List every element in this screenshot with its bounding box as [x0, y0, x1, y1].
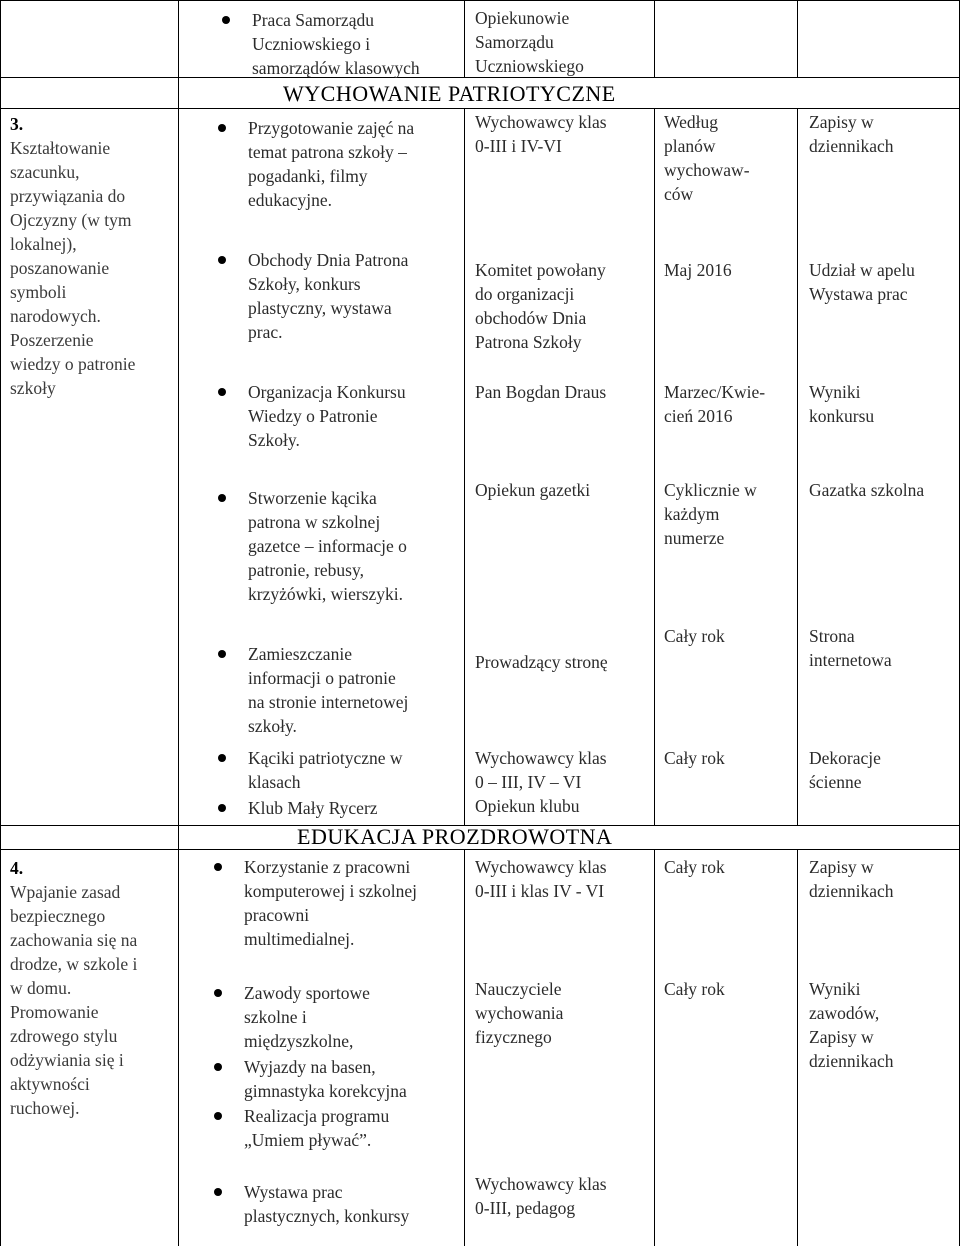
text-line: Organizacja Konkursu [248, 382, 406, 402]
table-row-divider [0, 849, 960, 850]
text-line: Wychowawcy klas [475, 112, 607, 132]
text-line: Promowanie [10, 1002, 99, 1022]
text-line: dziennikach [809, 881, 894, 901]
text-line: 0-III, pedagog [475, 1198, 576, 1218]
text-line: Cały rok [664, 979, 725, 999]
text-line: Patrona Szkoły [475, 332, 582, 352]
text-line: Obchody Dnia Patrona [248, 250, 409, 270]
bullet-icon [214, 1112, 222, 1120]
text-line: Stworzenie kącika [248, 488, 377, 508]
date-cell [664, 855, 725, 879]
text-line: zachowania się na [10, 930, 138, 950]
text-line: 0-III i IV-VI [475, 136, 562, 156]
text-line: Zapisy w [809, 112, 874, 132]
bullet-icon [214, 863, 222, 871]
topic-number: 3. [10, 114, 24, 134]
text-line: Pan Bogdan Draus [475, 382, 607, 402]
bullet-icon [214, 989, 222, 997]
text-line: Korzystanie z pracowni [244, 857, 411, 877]
text-line: Dekoracje [809, 748, 881, 768]
topic-cell [10, 856, 137, 1120]
text-line: Opiekun gazetki [475, 480, 591, 500]
text-line: Kąciki patriotyczne w [248, 748, 403, 768]
text-line: aktywności [10, 1074, 90, 1094]
responsible-cell [475, 380, 606, 404]
text-line: Marzec/Kwie- [664, 382, 766, 402]
section-heading: WYCHOWANIE PATRIOTYCZNE [283, 81, 616, 106]
text-line: Opiekun klubu [475, 796, 580, 816]
text-line: Samorządu [475, 32, 554, 52]
text-line: Nauczyciele [475, 979, 562, 999]
text-line: konkursu [809, 406, 875, 426]
text-line: Udział w apelu [809, 260, 915, 280]
text-line: plastycznych, konkursy [244, 1206, 410, 1226]
text-line: szkolne i [244, 1007, 307, 1027]
text-line: klasach [248, 772, 301, 792]
evaluation-cell [809, 258, 915, 306]
text-line: samorządów klasowych [252, 58, 420, 78]
date-cell [664, 977, 725, 1001]
text-line: Według [664, 112, 718, 132]
responsible-cell [475, 478, 590, 502]
text-line: patrona w szkolnej [248, 512, 381, 532]
bullet-icon [218, 754, 226, 762]
evaluation-cell [809, 624, 892, 672]
text-line: Cały rok [664, 748, 725, 768]
bullet-icon [214, 1063, 222, 1071]
date-cell [664, 478, 757, 550]
text-line: Opiekunowie [475, 8, 570, 28]
text-line: Szkoły, konkurs [248, 274, 361, 294]
text-line: Szkoły. [248, 430, 300, 450]
text-line: fizycznego [475, 1027, 552, 1047]
text-line: do organizacji [475, 284, 575, 304]
text-line: wiedzy o patronie [10, 354, 136, 374]
text-line: Realizacja programu [244, 1106, 390, 1126]
text-line: gimnastyka korekcyjna [244, 1081, 407, 1101]
text-line: Poszerzenie [10, 330, 94, 350]
responsible-cell [475, 110, 607, 158]
date-cell [664, 258, 732, 282]
evaluation-cell [809, 855, 894, 903]
text-line: międzyszkolne, [244, 1031, 354, 1051]
bullet-icon [218, 494, 226, 502]
text-line: planów [664, 136, 716, 156]
section-heading: EDUKACJA PROZDROWOTNA [297, 824, 613, 849]
bullet-icon [214, 1188, 222, 1196]
text-line: Zawody sportowe [244, 983, 370, 1003]
text-line: Zamieszczanie [248, 644, 352, 664]
text-line: szkoły [10, 378, 56, 398]
text-line: Cały rok [664, 857, 725, 877]
text-line: Wychowawcy klas [475, 857, 607, 877]
bullet-icon [218, 804, 226, 812]
evaluation-cell [809, 380, 874, 428]
text-line: Wpajanie zasad [10, 882, 121, 902]
text-line: odżywiania się i [10, 1050, 124, 1070]
column-divider [797, 849, 798, 1246]
table-top-border [0, 0, 960, 1]
text-line: szacunku, [10, 162, 80, 182]
text-line: Wychowawcy klas [475, 748, 607, 768]
bullet-icon [218, 650, 226, 658]
bullet-icon [218, 124, 226, 132]
text-line: dziennikach [809, 136, 894, 156]
text-line: ścienne [809, 772, 862, 792]
column-divider [464, 849, 465, 1246]
text-line: Klub Mały Rycerz [248, 798, 378, 818]
text-line: pogadanki, filmy [248, 166, 368, 186]
text-line: na stronie internetowej [248, 692, 409, 712]
text-line: Cyklicznie w [664, 480, 757, 500]
text-line: pracowni [244, 905, 310, 925]
text-line: 0 – III, IV – VI [475, 772, 582, 792]
responsible-cell [475, 650, 608, 674]
text-line: prac. [248, 322, 283, 342]
text-line: w domu. [10, 978, 72, 998]
bullet-icon [218, 256, 226, 264]
text-line: Zapisy w [809, 1027, 874, 1047]
text-line: przywiązania do [10, 186, 126, 206]
text-line: obchodów Dnia [475, 308, 587, 328]
text-line: dziennikach [809, 1051, 894, 1071]
text-line: plastyczny, wystawa [248, 298, 392, 318]
text-line: Maj 2016 [664, 260, 732, 280]
text-line: Komitet powołany [475, 260, 606, 280]
text-line: każdym [664, 504, 720, 524]
date-cell [664, 624, 725, 648]
text-line: Wychowawcy klas [475, 1174, 607, 1194]
evaluation-cell [809, 977, 894, 1073]
text-line: Strona [809, 626, 855, 646]
date-cell [664, 746, 725, 770]
date-cell [664, 380, 765, 428]
column-divider [797, 0, 798, 78]
table-row-divider [0, 108, 960, 109]
text-line: numerze [664, 528, 725, 548]
text-line: multimedialnej. [244, 929, 355, 949]
text-line: Wyniki [809, 979, 861, 999]
text-line: „Umiem pływać”. [244, 1130, 372, 1150]
text-line: informacji o patronie [248, 668, 396, 688]
text-line: wychowania [475, 1003, 564, 1023]
column-divider [654, 849, 655, 1246]
text-line: Gazatka szkolna [809, 480, 925, 500]
text-line: Uczniowskiego [475, 56, 584, 76]
evaluation-cell [809, 110, 894, 158]
responsible-cell [475, 258, 606, 354]
column-divider [654, 0, 655, 78]
text-line: Cały rok [664, 626, 725, 646]
evaluation-cell [809, 746, 881, 794]
text-line: Prowadzący stronę [475, 652, 608, 672]
text-line: zawodów, [809, 1003, 880, 1023]
column-divider [178, 0, 179, 1246]
text-line: drodze, w szkole i [10, 954, 138, 974]
text-line: Kształtowanie [10, 138, 111, 158]
text-line: Ojczyzny (w tym [10, 210, 132, 230]
text-line: lokalnej), [10, 234, 77, 254]
text-line: Wyjazdy na basen, [244, 1057, 376, 1077]
text-line: ców [664, 184, 694, 204]
bullet-icon [222, 16, 230, 24]
column-divider [797, 108, 798, 826]
topic-number: 4. [10, 858, 24, 878]
text-line: symboli [10, 282, 67, 302]
text-line: cień 2016 [664, 406, 733, 426]
text-line: wychowaw- [664, 160, 750, 180]
text-line: Wystawa prac [244, 1182, 343, 1202]
bullet-icon [218, 388, 226, 396]
column-divider [464, 108, 465, 826]
text-line: patronie, rebusy, [248, 560, 364, 580]
text-line: szkoły. [248, 716, 297, 736]
responsible-cell [475, 6, 584, 78]
text-line: gazetce – informacje o [248, 536, 407, 556]
text-line: Zapisy w [809, 857, 874, 877]
responsible-cell [475, 1172, 607, 1220]
text-line: Wyniki [809, 382, 861, 402]
responsible-cell [475, 855, 607, 903]
text-line: narodowych. [10, 306, 101, 326]
text-line: Praca Samorządu [252, 10, 374, 30]
column-divider [464, 0, 465, 78]
evaluation-cell [809, 478, 924, 502]
date-cell [664, 110, 750, 206]
responsible-cell [475, 746, 607, 818]
topic-cell [10, 112, 135, 400]
text-line: temat patrona szkoły – [248, 142, 407, 162]
text-line: zdrowego stylu [10, 1026, 118, 1046]
text-line: krzyżówki, wierszyki. [248, 584, 404, 604]
responsible-cell [475, 977, 563, 1049]
text-line: Przygotowanie zajęć na [248, 118, 415, 138]
table-left-border [0, 0, 1, 1246]
text-line: bezpiecznego [10, 906, 106, 926]
text-line: internetowa [809, 650, 892, 670]
text-line: komputerowej i szkolnej [244, 881, 418, 901]
text-line: ruchowej. [10, 1098, 80, 1118]
text-line: poszanowanie [10, 258, 110, 278]
text-line: Wiedzy o Patronie [248, 406, 378, 426]
text-line: Uczniowskiego i [252, 34, 371, 54]
text-line: Wystawa prac [809, 284, 908, 304]
column-divider [654, 108, 655, 826]
text-line: 0-III i klas IV - VI [475, 881, 605, 901]
text-line: edukacyjne. [248, 190, 333, 210]
